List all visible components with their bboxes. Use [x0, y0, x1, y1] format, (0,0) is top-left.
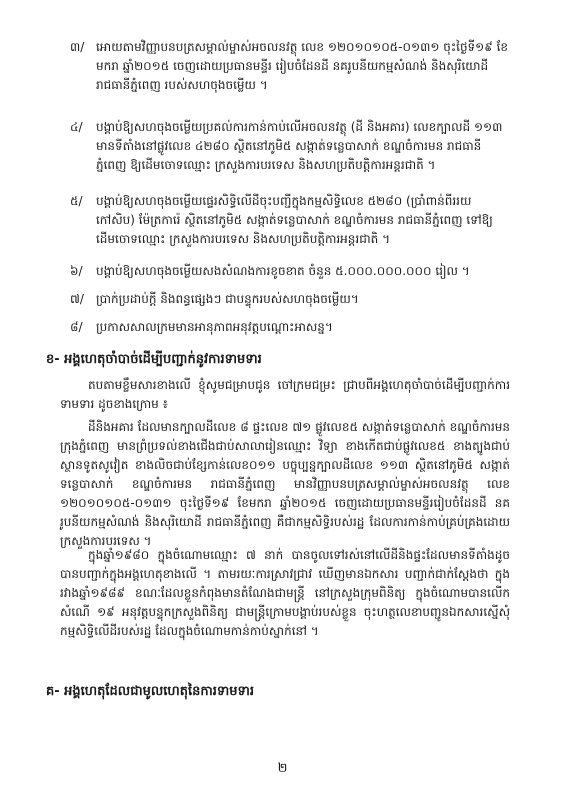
claim-text: ប្រាក់ប្រដាប់ក្តី និងពន្ធផ្សេងៗ ជាបន្ទុករបស់សហចុងចម្លើយ។ [96, 292, 359, 306]
claim-item-6 [70, 262, 510, 281]
claim-number: ៥/ [70, 194, 83, 208]
claim-text: អោយតាមវិញ្ញាបនបត្រសម្គាល់ម្ចាស់អចលនវត្ថុ លេខ ១២០១០១០៥-០១៣១ ចុះថ្ងៃទី១៩ ខែមករា ឆ្នាំ២០១៥ ចេញដោយប្រធានមន្ទីរ រៀបចំដែនដី នគរូបនីយកម្មសំណង់ និងសុរិយោដី រាជធានីភ្នំពេញ របស់សហចុងចម្លើយ ។ [96, 40, 508, 92]
claim-item-8 [70, 318, 510, 337]
claim-text: ប្រកាសសាលក្រមមានអានុភាពអនុវត្តបណ្តោះអាសន្ន។ [96, 320, 333, 334]
claim-number: ៣/ [70, 40, 85, 54]
section-ka-heading: គ- អង្គហេតុដែលជាមូលហេតុនៃការទាមទារ [46, 684, 254, 699]
claim-item-7 [70, 290, 510, 309]
claim-number: ៦/ [70, 264, 83, 278]
claim-item-3 [70, 38, 510, 95]
section-kha-intro: តបតាមខ្លឹមសារខាងលើ ខ្ញុំសូមជម្រាបជូន ចៅក្រមជម្រះ ជ្រាបពីអង្គហេតុចាំបាច់ដើម្បីបញ្ជាក់ការទាមទារ ដូចខាងក្រោម ៖ [60, 378, 510, 411]
claim-text: បង្គាប់ឱ្យសហចុងចម្លើយផ្ទេរសិទ្ធិលើដីចុះបញ្ជីក្នុងកម្មសិទ្ធិលេខ ៥២៨០ (ប្រាំពាន់ពីររយកៅសិប) ម៉ែត្រការ៉េ ស្ថិតនៅភូមិ៥ សង្កាត់ទន្លេបាសាក់ ខណ្ឌចំការមន រាជធានីភ្នំពេញ ទៅឱ្យដើមចោទឈ្មោះ ក្រសួងការបរទេស និងសហប្រតិបត្តិការអន្តរជាតិ ។ [96, 194, 493, 246]
section-kha-occupation-paragraph: ក្នុងឆ្នាំ១៩៨០ ក្នុងចំណោមឈ្មោះ ៧ នាក់ បានចូលទៅរស់នៅលើដីនិងផ្ទះដែលមានទីតាំងដូចបានបញ្ជាក់ក្នុងអង្គហេតុខាងលើ ។ តាមរយៈការស្រាវជ្រាវ ឃើញមានឯកសារ បញ្ជាក់ជាក់ស្តែងថា ក្នុងរវាងឆ្នាំ១៩៨៩ ខណៈដែលខ្លួនកំពុងមានតំណែងជាមន្ត្រី នៅក្រសួងក្រុមពិនិត្យ ក្នុងចំណោមបានលើកសំណើ ១៩ អនុវត្តបន្ទុកក្រសួងពិនិត្យ ជាមន្ត្រីក្រោមបង្គាប់របស់ខ្លួន ចុះហត្ថលេខាបញ្ជូនឯកសារស្នើសុំកម្មសិទ្ធិលើដីរបស់រដ្ឋ ដែលក្នុងចំណោមកាន់កាប់ស្នាក់នៅ ។ [60, 548, 510, 638]
claim-text: បង្គាប់ឱ្យសហចុងចម្លើយប្រគល់ការកាន់កាប់លើអចលនវត្ថុ (ដី និងអគារ) លេខក្បាលដី ១១៣ មានទីតាំងនៅផ្លូវលេខ ៤២៨០ ស្ថិតនៅភូមិ៥ សង្កាត់ទន្លេបាសាក់ ខណ្ឌចំការមន រាជធានីភ្នំពេញ ឱ្យដើមចោទឈ្មោះ ក្រសួងការបរទេស និងសហប្រតិបត្តិការអន្តរជាតិ ។ [96, 120, 503, 172]
section-kha-land-paragraph: ដីនិងអគារ ដែលមានក្បាលដីលេខ ៨ ផ្ទះលេខ ៧១ ផ្លូវលេខ៥ សង្កាត់ទន្លេបាសាក់ ខណ្ឌចំការមន ក្រុងភ្នំពេញ មានព្រំប្រទល់ខាងជើងជាប់សាលារៀនឈ្មោះ វិទ្យា ខាងកើតជាប់ផ្លូវលេខ៥ ខាងត្បូងជាប់ស្ថានទូតសូវៀត ខាងលិចជាប់ខ្សែកាន់លេខ០១១ បច្ចុប្បន្នក្បាលដីលេខ ១១៣ ស្ថិតនៅភូមិ៥ សង្កាត់ទន្លេបាសាក់ ខណ្ឌចំការមន រាជធានីភ្នំពេញ មានវិញ្ញាបនបត្រសម្គាល់ម្ចាស់អចលនវត្ថុ លេខ ១២០១០១០៥-០១៣១ ចុះថ្ងៃទី១៩ ខែមករា ឆ្នាំ២០១៥ ចេញដោយប្រធានមន្ទីររៀបចំដែនដី នគរូបនីយកម្មសំណង់ និងសុរិយោដី រាជធានីភ្នំពេញ គឺជាកម្មសិទ្ធិរបស់រដ្ឋ ដែលការកាន់កាប់គ្រប់គ្រងដោយក្រសួងការបរទេស ។ [60, 420, 510, 548]
claim-item-5 [70, 192, 510, 249]
claim-number: ៨/ [70, 320, 83, 334]
page-number: ២ [277, 761, 288, 776]
claim-number: ៧/ [70, 292, 84, 306]
claim-text: បង្គាប់ឱ្យសហចុងចម្លើយសងសំណងការខូចខាត ចំនួន ៥.០០០.០០០.០០០ រៀល ។ [96, 264, 470, 278]
claim-number: ៤/ [70, 120, 83, 134]
section-kha-heading: ខ- អង្គហេតុចាំបាច់ដើម្បីបញ្ជាក់នូវការទាមទារ [46, 352, 262, 367]
claim-item-4 [70, 118, 510, 175]
